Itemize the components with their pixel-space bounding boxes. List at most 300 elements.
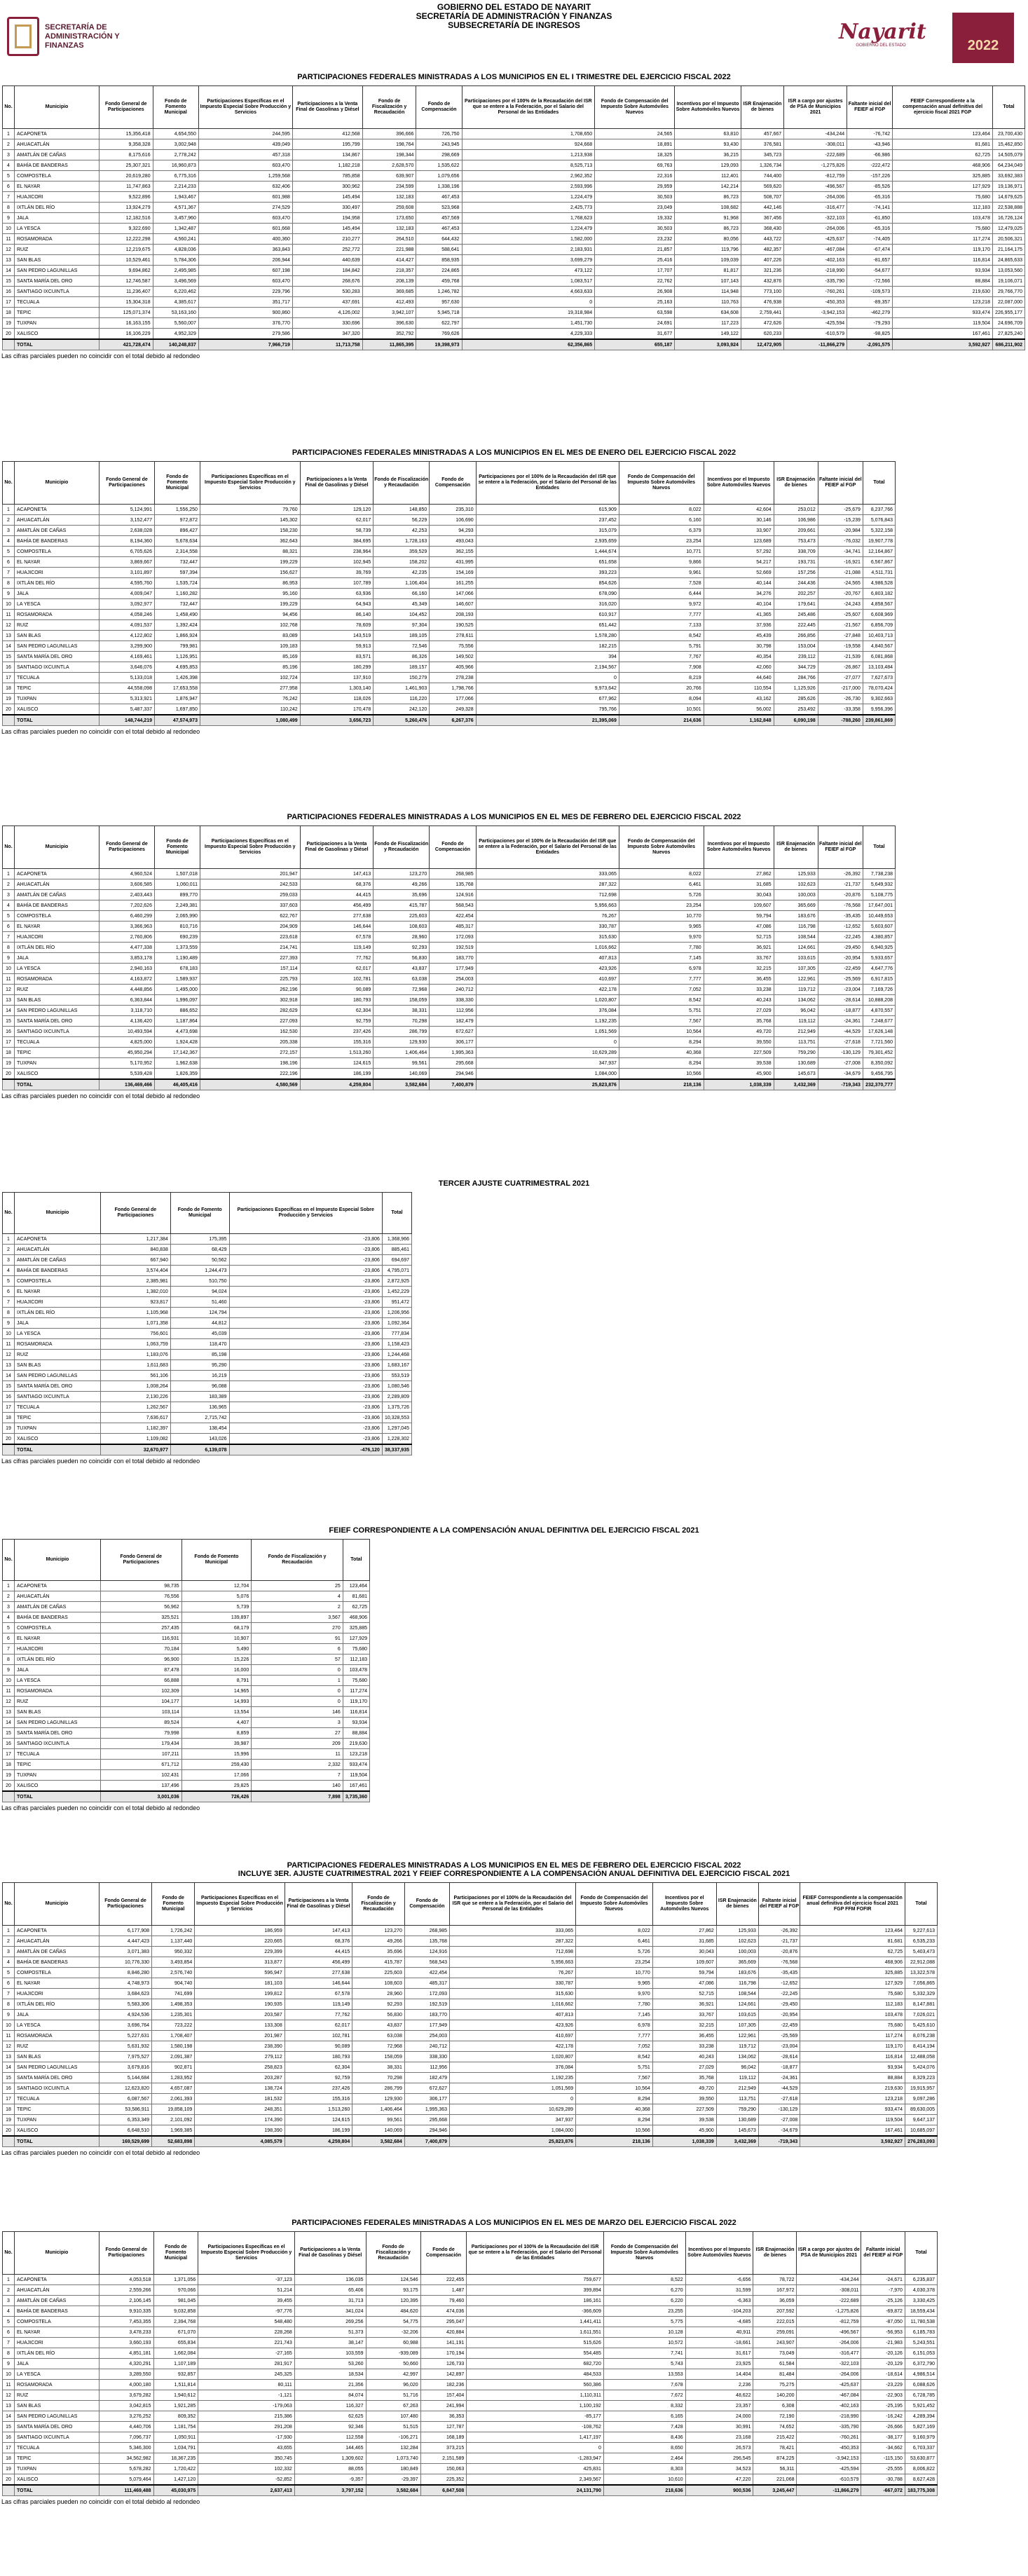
total-label: TOTAL bbox=[15, 2136, 100, 2147]
cell-value: 5,424,076 bbox=[905, 2062, 938, 2073]
cell-value: 12,488,058 bbox=[905, 2052, 938, 2062]
cell-value: 2,349,567 bbox=[467, 2474, 604, 2486]
table-row bbox=[3, 922, 896, 932]
cell-value: 56,830 bbox=[352, 2010, 405, 2020]
cell-value: 1,217,384 bbox=[101, 1234, 171, 1245]
cell-value: 359,529 bbox=[373, 547, 430, 557]
cell-value: 39,987 bbox=[181, 1739, 252, 1749]
cell-value: 923,817 bbox=[101, 1297, 171, 1308]
cell-value: 634,608 bbox=[675, 308, 741, 318]
municipio-name: RUIZ bbox=[15, 2390, 100, 2401]
cell-value: -467,084 bbox=[797, 2390, 861, 2401]
cell-value: 333,065 bbox=[450, 1926, 576, 1936]
municipio-name: HUAJICORI bbox=[15, 568, 100, 578]
row-number: 20 bbox=[3, 1069, 15, 1080]
row-number: 4 bbox=[3, 1266, 15, 1276]
table-row bbox=[3, 1781, 370, 1792]
cell-value: 10,529,461 bbox=[100, 255, 153, 266]
cell-value: 6,775,316 bbox=[153, 171, 198, 181]
municipio-name: TEPIC bbox=[15, 2453, 100, 2464]
cell-value: 229,796 bbox=[198, 287, 292, 297]
municipio-name: TUXPAN bbox=[15, 694, 100, 704]
cell-value: 3,493,854 bbox=[152, 1957, 195, 1968]
row-number: 18 bbox=[3, 2453, 15, 2464]
header-line-2: SECRETARÍA DE ADMINISTRACIÓN Y FINANZAS bbox=[416, 11, 612, 21]
cell-value: 9,866 bbox=[619, 557, 704, 568]
municipio-name: TEPIC bbox=[15, 308, 100, 318]
cell-value: 338,330 bbox=[430, 995, 476, 1006]
total-value: 25,823,876 bbox=[476, 1079, 619, 1090]
total-value: 686,211,902 bbox=[992, 339, 1024, 350]
table-row bbox=[3, 266, 1025, 276]
municipio-name: TECUALA bbox=[15, 1402, 101, 1413]
cell-value: 83,089 bbox=[200, 631, 300, 641]
cell-value: -52,852 bbox=[198, 2474, 295, 2486]
table-head bbox=[3, 462, 896, 505]
municipio-name: TUXPAN bbox=[15, 1770, 101, 1781]
cell-value: 5,490 bbox=[181, 1644, 252, 1654]
cell-value: 298,669 bbox=[416, 150, 462, 160]
cell-value: 457,569 bbox=[416, 213, 462, 224]
cell-value: -1,283,947 bbox=[467, 2453, 604, 2464]
cell-value: 1,246,782 bbox=[416, 287, 462, 297]
cell-value: 4,748,973 bbox=[100, 1978, 152, 1989]
cell-value: 548,480 bbox=[198, 2317, 295, 2327]
cell-value: 76,267 bbox=[450, 1968, 576, 1978]
table-header-row bbox=[3, 1883, 938, 1926]
cell-value: 198,764 bbox=[362, 139, 416, 150]
cell-value: 14,993 bbox=[181, 1697, 252, 1707]
column-header: Fondo de Fiscalización y Recaudación bbox=[373, 826, 430, 869]
cell-value: 396,666 bbox=[362, 129, 416, 139]
cell-value: -21,088 bbox=[818, 568, 863, 578]
cell-value: 206,944 bbox=[198, 255, 292, 266]
cell-value: 1,611,551 bbox=[467, 2327, 604, 2338]
row-number: 19 bbox=[3, 1058, 15, 1069]
cell-value: 278,611 bbox=[430, 631, 476, 641]
cell-value: 277,638 bbox=[300, 911, 373, 922]
cell-value: 2 bbox=[252, 1602, 343, 1612]
table-row bbox=[3, 181, 1025, 192]
cell-value: 365,669 bbox=[716, 1957, 758, 1968]
cell-value: 672,627 bbox=[430, 1027, 476, 1037]
cell-value: 72,968 bbox=[373, 985, 430, 995]
cell-value: 10,564 bbox=[576, 2083, 653, 2094]
table-row bbox=[3, 1676, 370, 1686]
cell-value: 6,444 bbox=[619, 589, 704, 599]
cell-value: 75,680 bbox=[800, 1989, 905, 1999]
cell-value: 145,673 bbox=[774, 1069, 818, 1080]
cell-value: 222,015 bbox=[753, 2317, 797, 2327]
municipio-name: SAN BLAS bbox=[15, 1360, 101, 1371]
table-row bbox=[3, 652, 896, 662]
cell-value: 7,777 bbox=[619, 610, 704, 620]
cell-value: 189,105 bbox=[373, 631, 430, 641]
cell-value: 225,603 bbox=[352, 1968, 405, 1978]
cell-value: 951,472 bbox=[382, 1297, 411, 1308]
municipio-name: SAN PEDRO LAGUNILLAS bbox=[15, 1718, 101, 1728]
cell-value: 508,707 bbox=[741, 192, 783, 203]
table-head bbox=[3, 86, 1025, 129]
cell-value: 17,626,148 bbox=[863, 1027, 895, 1037]
cell-value: 88,884 bbox=[800, 2073, 905, 2083]
cell-value: 30,503 bbox=[595, 224, 675, 234]
municipio-name: IXTLÁN DEL RÍO bbox=[15, 2348, 100, 2359]
column-header: Fondo General de Participaciones bbox=[100, 2232, 154, 2275]
municipio-name: SANTA MARÍA DEL ORO bbox=[15, 2422, 100, 2432]
cell-value: 6,648,510 bbox=[100, 2125, 152, 2137]
cell-value: 150,063 bbox=[420, 2464, 467, 2474]
cell-value: 712,698 bbox=[476, 890, 619, 900]
cell-value: 28,960 bbox=[352, 1989, 405, 1999]
cell-value: 1,080,546 bbox=[382, 1381, 411, 1392]
municipio-name: SANTIAGO IXCUINTLA bbox=[15, 1392, 101, 1402]
cell-value: 2,249,381 bbox=[154, 900, 200, 911]
cell-value: 4,473,698 bbox=[154, 1027, 200, 1037]
cell-value: 30,503 bbox=[595, 192, 675, 203]
cell-value: 10,128 bbox=[603, 2327, 685, 2338]
total-value: 38,337,935 bbox=[382, 1444, 411, 1455]
cell-value: 467,453 bbox=[416, 192, 462, 203]
cell-value: 279,586 bbox=[198, 329, 292, 340]
table-row bbox=[3, 673, 896, 683]
cell-value: 112,183 bbox=[343, 1654, 369, 1665]
cell-value: -23,806 bbox=[229, 1255, 382, 1266]
cell-value: 102,945 bbox=[300, 557, 373, 568]
cell-value: 4,320,291 bbox=[100, 2359, 154, 2369]
total-value: 4,085,579 bbox=[195, 2136, 285, 2147]
cell-value: 671,712 bbox=[101, 1760, 182, 1770]
cell-value: 682,720 bbox=[467, 2359, 604, 2369]
cell-value: 3,276,252 bbox=[100, 2411, 154, 2422]
cell-value: 8,525,713 bbox=[462, 160, 595, 171]
table-row bbox=[3, 1697, 370, 1707]
cell-value: 10,493,594 bbox=[100, 1027, 155, 1037]
table-body bbox=[3, 129, 1025, 350]
cell-value: 81,817 bbox=[675, 266, 741, 276]
cell-value: -264,006 bbox=[784, 192, 847, 203]
table-row bbox=[3, 1360, 412, 1371]
total-value: 4,259,804 bbox=[285, 2136, 352, 2147]
cell-value: 38,147 bbox=[294, 2338, 366, 2348]
cell-value: 245,325 bbox=[198, 2369, 295, 2380]
table-row bbox=[3, 1770, 370, 1781]
cell-value: 886,652 bbox=[154, 1006, 200, 1016]
cell-value: 116,798 bbox=[716, 1978, 758, 1989]
column-header: Fondo de Fomento Municipal bbox=[154, 462, 200, 505]
participaciones-table bbox=[2, 1192, 412, 1455]
cell-value: 5,603,607 bbox=[863, 922, 895, 932]
cell-value: 5,487,337 bbox=[100, 704, 155, 715]
cell-value: -23,004 bbox=[758, 2041, 800, 2052]
row-number: 10 bbox=[3, 599, 15, 610]
total-value: 140,248,837 bbox=[153, 339, 198, 350]
cell-value: 840,838 bbox=[101, 1245, 171, 1255]
cell-value: 1,244,473 bbox=[170, 1266, 229, 1276]
cell-value: 8,350,092 bbox=[863, 1058, 895, 1069]
row-number: 17 bbox=[3, 1749, 15, 1760]
cell-value: -130,129 bbox=[758, 2104, 800, 2115]
cell-value: 4,448,856 bbox=[100, 985, 155, 995]
cell-value: 79,998 bbox=[101, 1728, 182, 1739]
column-header: Faltante inicial del FEIEF al FGP bbox=[818, 826, 863, 869]
row-number: 15 bbox=[3, 1728, 15, 1739]
cell-value: 167,461 bbox=[800, 2125, 905, 2137]
cell-value: 399,894 bbox=[467, 2285, 604, 2296]
cell-value: 12,746,587 bbox=[100, 276, 153, 287]
cell-value: 10,328,553 bbox=[382, 1413, 411, 1423]
cell-value: 285,626 bbox=[774, 694, 818, 704]
cell-value: -76,568 bbox=[758, 1957, 800, 1968]
cell-value: 268,985 bbox=[430, 869, 476, 879]
cell-value: 119,796 bbox=[675, 245, 741, 255]
year-logo: 2022 bbox=[952, 13, 1014, 63]
cell-value: 75,680 bbox=[800, 2020, 905, 2031]
cell-value: 150,279 bbox=[373, 673, 430, 683]
cell-value: 239,112 bbox=[774, 652, 818, 662]
cell-value: 8,094 bbox=[619, 694, 704, 704]
cell-value: 58,739 bbox=[300, 526, 373, 536]
cell-value: -308,011 bbox=[784, 139, 847, 150]
cell-value: 472,626 bbox=[741, 318, 783, 329]
table-header-row bbox=[3, 86, 1025, 129]
cell-value: 1,683,167 bbox=[382, 1360, 411, 1371]
row-number: 11 bbox=[3, 1339, 15, 1350]
table-row bbox=[3, 287, 1025, 297]
cell-value: 16,726,124 bbox=[992, 213, 1024, 224]
cell-value: 8,436 bbox=[603, 2432, 685, 2443]
cell-value: 12,623,820 bbox=[100, 2083, 152, 2094]
cell-value: 36,353 bbox=[420, 2411, 467, 2422]
row-number: 20 bbox=[3, 1434, 15, 1445]
cell-value: 610,917 bbox=[476, 610, 619, 620]
cell-value: 40,911 bbox=[685, 2327, 753, 2338]
cell-value: 53,260 bbox=[294, 2359, 366, 2369]
cell-value: 1,244,468 bbox=[382, 1350, 411, 1360]
cell-value: 84,074 bbox=[294, 2390, 366, 2401]
cell-value: 603,470 bbox=[198, 276, 292, 287]
total-value: 3,001,036 bbox=[101, 1791, 182, 1802]
cell-value: 523,968 bbox=[416, 203, 462, 213]
total-value: 25,823,876 bbox=[450, 2136, 576, 2147]
rounding-note: Las cifras parciales pueden no coincidir con el total debido al redondeo bbox=[1, 1804, 200, 1811]
column-header: Fondo de Compensación bbox=[416, 86, 462, 129]
cell-value: 7,528 bbox=[619, 578, 704, 589]
cell-value: 1,382,010 bbox=[101, 1287, 171, 1297]
cell-value: -23,806 bbox=[229, 1329, 382, 1339]
row-number: 2 bbox=[3, 1591, 15, 1602]
cell-value: 22,316 bbox=[595, 171, 675, 181]
cell-value: 19,318,984 bbox=[462, 308, 595, 318]
column-header: Total bbox=[905, 2232, 937, 2275]
cell-value: -316,477 bbox=[797, 2348, 861, 2359]
cell-value: 1,105,968 bbox=[101, 1308, 171, 1318]
cell-value: 142,214 bbox=[675, 181, 741, 192]
cell-value: 690,239 bbox=[154, 932, 200, 943]
municipio-name: SANTIAGO IXCUINTLA bbox=[15, 287, 100, 297]
cell-value: 83,571 bbox=[300, 652, 373, 662]
cell-value: 123,270 bbox=[373, 869, 430, 879]
cell-value: 56,962 bbox=[101, 1602, 182, 1612]
cell-value: 119,149 bbox=[300, 943, 373, 953]
cell-value: 1,406,464 bbox=[352, 2104, 405, 2115]
cell-value: 208,193 bbox=[430, 610, 476, 620]
column-header: Participaciones Específicas en el Impuesto Especial Sobre Producción y Servicios bbox=[200, 826, 300, 869]
cell-value: 7,453,355 bbox=[100, 2317, 154, 2327]
cell-value: 23,254 bbox=[576, 1957, 653, 1968]
cell-value: 34,562,982 bbox=[100, 2453, 154, 2464]
cell-value: 279,112 bbox=[195, 2052, 285, 2062]
cell-value: 78,722 bbox=[753, 2275, 797, 2285]
cell-value: 45,439 bbox=[704, 631, 774, 641]
total-value: 3,797,152 bbox=[294, 2485, 366, 2496]
row-number: 3 bbox=[3, 890, 15, 900]
column-header: Fondo General de Participaciones bbox=[101, 1193, 171, 1234]
column-header: Participaciones por el 100% de la Recaudación del ISR que se entere a la Federación, por el Salario del Personal de las Entidades bbox=[467, 2232, 604, 2275]
cell-value: 10,572 bbox=[603, 2338, 685, 2348]
cell-value: 123,218 bbox=[343, 1749, 369, 1760]
row-number: 3 bbox=[3, 2296, 15, 2306]
cell-value: 759,290 bbox=[774, 1048, 818, 1058]
cell-value: 2,332 bbox=[252, 1760, 343, 1770]
cell-value: 140,069 bbox=[352, 2125, 405, 2137]
column-header: Fondo de Fomento Municipal bbox=[154, 826, 200, 869]
cell-value: -308,011 bbox=[797, 2285, 861, 2296]
table-row bbox=[3, 1989, 938, 1999]
cell-value: 1,100,192 bbox=[467, 2401, 604, 2411]
cell-value: 7,721,560 bbox=[863, 1037, 895, 1048]
cell-value: -217,000 bbox=[818, 683, 863, 694]
cell-value: 1,235,301 bbox=[152, 2010, 195, 2020]
cell-value: 31,713 bbox=[294, 2296, 366, 2306]
column-header: Municipio bbox=[15, 826, 100, 869]
municipio-name: SANTIAGO IXCUINTLA bbox=[15, 2432, 100, 2443]
cell-value: -939,089 bbox=[366, 2348, 420, 2359]
cell-value: -24,671 bbox=[861, 2275, 905, 2285]
cell-value: 410,697 bbox=[476, 974, 619, 985]
cell-value: 112,183 bbox=[800, 1999, 905, 2010]
table-row bbox=[3, 2010, 938, 2020]
cell-value: 6,372,790 bbox=[905, 2359, 937, 2369]
cell-value: 4,126,002 bbox=[292, 308, 362, 318]
row-number: 19 bbox=[3, 2464, 15, 2474]
cell-value: 96,042 bbox=[716, 2062, 758, 2073]
column-header: Participaciones a la Venta Final de Gasolinas y Diésel bbox=[300, 462, 373, 505]
cell-value: 198,196 bbox=[200, 1058, 300, 1069]
cell-value: 39,550 bbox=[652, 2094, 716, 2104]
cell-value: 1,071,358 bbox=[101, 1318, 171, 1329]
row-number: 18 bbox=[3, 1760, 15, 1770]
cell-value: 1,183,076 bbox=[101, 1350, 171, 1360]
cell-value: 11,236,407 bbox=[100, 287, 153, 297]
municipio-name: AMATLÁN DE CAÑAS bbox=[15, 1255, 101, 1266]
cell-value: 44,415 bbox=[300, 890, 373, 900]
rounding-note: Las cifras parciales pueden no coincidir con el total debido al redondeo bbox=[1, 728, 200, 735]
row-number: 7 bbox=[3, 932, 15, 943]
cell-value: 127,929 bbox=[343, 1633, 369, 1644]
row-number: 13 bbox=[3, 255, 15, 266]
cell-value: 209,661 bbox=[774, 526, 818, 536]
cell-value: 64,943 bbox=[300, 599, 373, 610]
cell-value: 1,224,479 bbox=[462, 224, 595, 234]
table-row bbox=[3, 1739, 370, 1749]
row-number: 15 bbox=[3, 652, 15, 662]
cell-value: 161,255 bbox=[430, 578, 476, 589]
cell-value: 484,620 bbox=[366, 2306, 420, 2317]
cell-value: 118,026 bbox=[300, 694, 373, 704]
cell-value: 8,791 bbox=[181, 1676, 252, 1686]
cell-value: -85,526 bbox=[847, 181, 893, 192]
table-row bbox=[3, 1245, 412, 1255]
table-row bbox=[3, 505, 896, 515]
column-header: Fondo General de Participaciones bbox=[100, 1883, 152, 1926]
table-row bbox=[3, 2052, 938, 2062]
municipio-name: BAHÍA DE BANDERAS bbox=[15, 1957, 100, 1968]
cell-value: 36,059 bbox=[753, 2296, 797, 2306]
cell-value: 5,726 bbox=[619, 890, 704, 900]
row-number: 8 bbox=[3, 1308, 15, 1318]
row-number: 15 bbox=[3, 2422, 15, 2432]
cell-value: 15,356,418 bbox=[100, 129, 153, 139]
total-value: 3,093,924 bbox=[675, 339, 741, 350]
table-row bbox=[3, 2104, 938, 2115]
cell-value: 43,837 bbox=[373, 964, 430, 974]
table-row bbox=[3, 1234, 412, 1245]
cell-value: -22,459 bbox=[758, 2020, 800, 2031]
table-row bbox=[3, 2083, 938, 2094]
table-row bbox=[3, 1413, 412, 1423]
cell-value: 10,403,713 bbox=[863, 631, 895, 641]
cell-value: 190,525 bbox=[430, 620, 476, 631]
cell-value: -20,984 bbox=[818, 526, 863, 536]
participaciones-table bbox=[2, 1882, 938, 2147]
cell-value: 61,584 bbox=[753, 2359, 797, 2369]
cell-value: 10,610 bbox=[603, 2474, 685, 2486]
cell-value: 1,697,850 bbox=[154, 704, 200, 715]
cell-value: 2,940,163 bbox=[100, 964, 155, 974]
cell-value: 1,498,353 bbox=[152, 1999, 195, 2010]
cell-value: 6,220,462 bbox=[153, 287, 198, 297]
cell-value: 122,961 bbox=[716, 2031, 758, 2041]
column-header: Fondo de Fiscalización y Recaudación bbox=[352, 1883, 405, 1926]
cell-value: -26,392 bbox=[818, 869, 863, 879]
cell-value: 127,929 bbox=[800, 1978, 905, 1989]
cell-value: -26,867 bbox=[818, 662, 863, 673]
cell-value: 412,493 bbox=[362, 297, 416, 308]
cell-value: 259,430 bbox=[181, 1760, 252, 1770]
cell-value: 2,872,925 bbox=[382, 1276, 411, 1287]
cell-value: 182,236 bbox=[420, 2380, 467, 2390]
total-label: TOTAL bbox=[15, 1444, 101, 1455]
cell-value: 9,972 bbox=[619, 599, 704, 610]
cell-value: 5,933,657 bbox=[863, 953, 895, 964]
cell-value: 119,712 bbox=[716, 2041, 758, 2052]
cell-value: 5,583,306 bbox=[100, 1999, 152, 2010]
cell-value: 4,009,047 bbox=[100, 589, 155, 599]
total-value: 183,775,308 bbox=[905, 2485, 937, 2496]
table-row bbox=[3, 2411, 938, 2422]
cell-value: 6,978 bbox=[576, 2020, 653, 2031]
cell-value: -7,970 bbox=[861, 2285, 905, 2296]
cell-value: -425,594 bbox=[797, 2464, 861, 2474]
cell-value: 81,681 bbox=[800, 1936, 905, 1947]
table-row bbox=[3, 1612, 370, 1623]
cell-value: 175,395 bbox=[170, 1234, 229, 1245]
municipio-name: IXTLÁN DEL RÍO bbox=[15, 943, 100, 953]
municipio-name: RUIZ bbox=[15, 245, 100, 255]
cell-value: 2,425,773 bbox=[462, 203, 595, 213]
table-row bbox=[3, 2285, 938, 2296]
